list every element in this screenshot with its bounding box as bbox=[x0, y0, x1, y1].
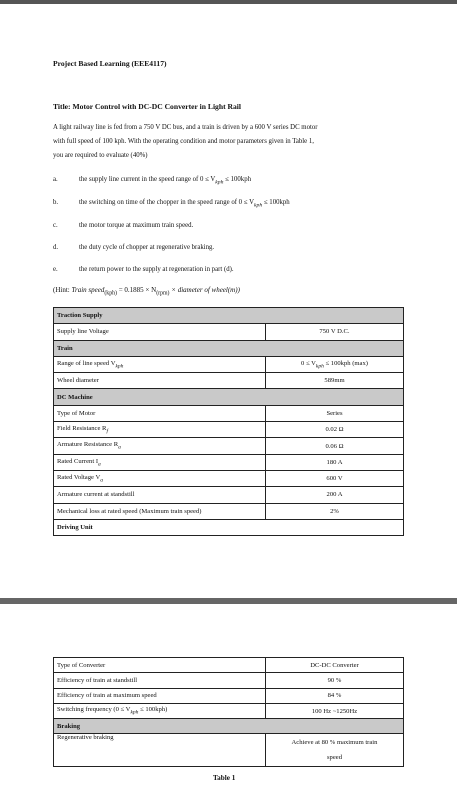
table-row: Rated Voltage $V_a$ 600 V bbox=[54, 470, 404, 486]
intro-paragraph bbox=[53, 121, 405, 163]
table-row: Field Resistance $R_f$ 0.02 Ω bbox=[54, 422, 404, 438]
question-text: the motor torque at maximum train speed. bbox=[79, 222, 194, 229]
table-row: Rated Current $I_a$ 180 A bbox=[54, 454, 404, 470]
assignment-title: Title: Motor Control with DC-DC Converter in Light Rail bbox=[53, 102, 242, 111]
intro-line: A light railway line is fed from a 750 V DC bus, and a train is driven by a 600 V series DC motor bbox=[53, 124, 318, 131]
section-header: Driving Unit bbox=[54, 519, 404, 535]
hint-formula: (Hint: Train speed$_{(kph)}$ = $0.1885 \times N_{(rpm)}$ × diameter of wheel(m)) bbox=[53, 286, 240, 297]
question-label: e. bbox=[53, 266, 58, 273]
section-header: Train bbox=[54, 340, 404, 356]
question-text: the duty cycle of chopper at regenerative braking. bbox=[79, 244, 215, 251]
question-label: a. bbox=[53, 176, 58, 183]
table-row: Type of Converter DC-DC Converter bbox=[54, 658, 404, 673]
document-page-2 bbox=[0, 604, 457, 792]
intro-line: you are required to evaluate (40%) bbox=[53, 152, 148, 159]
question-text: the supply line current in the speed range of $0 \le V_{kph} \le 100kph$ bbox=[79, 176, 251, 186]
intro-line: with full speed of 100 kph. With the operating condition and motor parameters given in Table 1, bbox=[53, 138, 314, 145]
table-row: Wheel diameter 589mm bbox=[54, 373, 404, 389]
table-row: Armature current at standstill 200 A bbox=[54, 487, 404, 503]
parameters-table-part-2 bbox=[53, 657, 404, 767]
table-row: Mechanical loss at rated speed (Maximum train speed) 2% bbox=[54, 503, 404, 519]
section-header: Braking bbox=[54, 719, 404, 734]
table-row: Switching frequency $(0 \le V_{kph} \le 100kph)$ 100 Hz ~1250Hz bbox=[54, 703, 404, 718]
course-heading: Project Based Learning (EEE4117) bbox=[53, 59, 167, 68]
table-row: Type of Motor Series bbox=[54, 405, 404, 421]
table-caption: Table 1 bbox=[213, 774, 236, 782]
table-row: Efficiency of train at standstill 90 % bbox=[54, 673, 404, 688]
table-row: Armature Resistance $R_a$ 0.06 Ω bbox=[54, 438, 404, 454]
table-row: Supply line Voltage 750 V D.C. bbox=[54, 324, 404, 340]
table-row: Regenerative braking Achieve at 80 % maximum train speed bbox=[54, 734, 404, 767]
section-header: DC Machine bbox=[54, 389, 404, 405]
question-label: b. bbox=[53, 199, 59, 206]
question-label: d. bbox=[53, 244, 59, 251]
question-text: the return power to the supply at regeneration in part (d). bbox=[79, 266, 234, 273]
question-text: the switching on time of the chopper in the speed range of $0 \le V_{kph} \le 100kph$ bbox=[79, 199, 290, 209]
section-header: Traction Supply bbox=[54, 308, 404, 324]
table-row: Efficiency of train at maximum speed 84 % bbox=[54, 688, 404, 703]
parameters-table-part-1 bbox=[53, 307, 404, 536]
table-row: Range of line speed $V_{kph}$ $0 \le V_{kph} \le 100kph$ (max) bbox=[54, 356, 404, 372]
question-label: c. bbox=[53, 222, 58, 229]
document-page-1 bbox=[0, 4, 457, 598]
